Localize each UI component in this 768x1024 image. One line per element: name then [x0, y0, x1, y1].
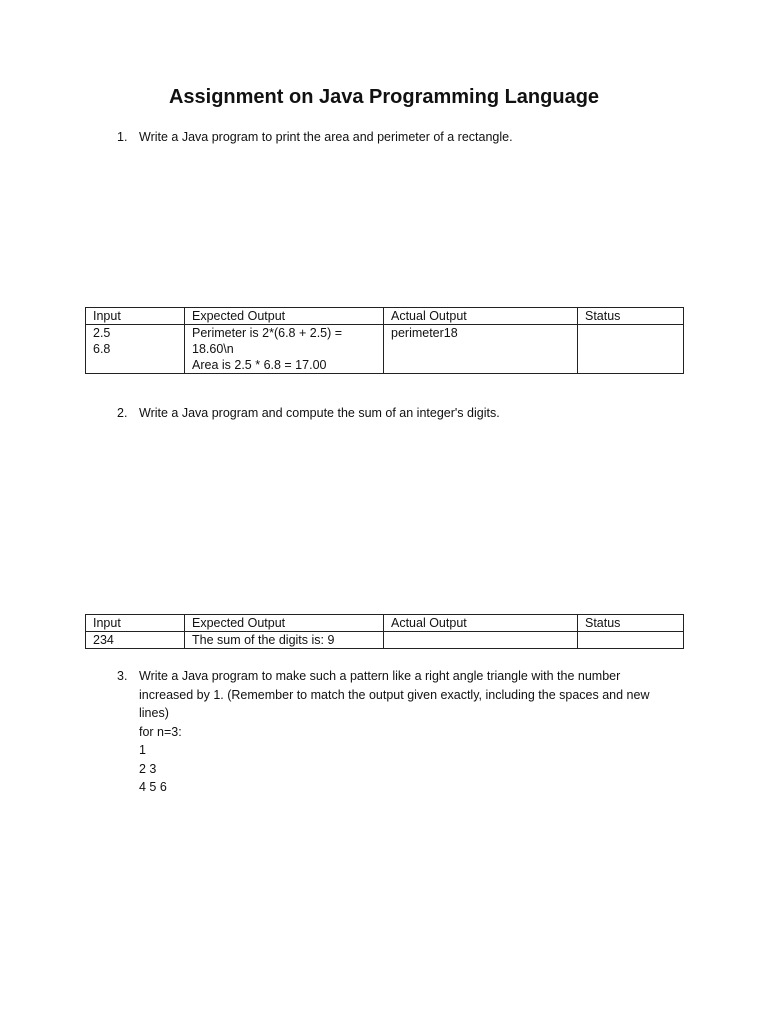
- cell-expected-output: [185, 325, 384, 374]
- cell-line: 234: [93, 633, 114, 647]
- question-text: Write a Java program and compute the sum of an integer's digits.: [139, 406, 500, 420]
- cell-actual-output: [384, 632, 578, 649]
- sample-output-line: 4 5 6: [139, 780, 167, 794]
- header-expected-output: Expected Output: [185, 308, 384, 325]
- cell-line: [391, 632, 570, 648]
- question-number: 3.: [117, 669, 128, 683]
- table-header-row: [86, 615, 684, 632]
- cell-line: perimeter18: [391, 326, 458, 340]
- cell-status: [578, 325, 684, 374]
- document-title: Assignment on Java Programming Language: [168, 86, 600, 108]
- cell-expected-output: [185, 632, 384, 649]
- header-input: Input: [86, 615, 185, 632]
- cell-line: 6.8: [93, 342, 111, 356]
- header-status: Status: [578, 615, 684, 632]
- header-actual-output: Actual Output: [384, 615, 578, 632]
- question-1: [117, 128, 677, 147]
- header-actual-output: Actual Output: [384, 308, 578, 325]
- sample-input: for n=3:: [139, 724, 182, 739]
- cell-status: [578, 632, 684, 649]
- table-header-row: [86, 308, 684, 325]
- table-row: [86, 325, 684, 374]
- test-case-table-2: [85, 614, 684, 649]
- cell-input: [86, 632, 185, 649]
- question-text: increased by 1. (Remember to match the output given exactly, including the spaces and new: [139, 687, 650, 702]
- header-input: Input: [86, 308, 185, 325]
- cell-line: The sum of the digits is: 9: [192, 633, 335, 647]
- cell-line: 18.60\n: [192, 342, 234, 356]
- cell-line: 2.5: [93, 326, 111, 340]
- sample-output-line: 2 3: [139, 761, 157, 776]
- header-status: Status: [578, 308, 684, 325]
- cell-line: Area is 2.5 * 6.8 = 17.00: [192, 358, 327, 372]
- test-case-table-1: [85, 307, 684, 374]
- question-3: [117, 667, 677, 797]
- table-row: [86, 632, 684, 649]
- question-text: Write a Java program to make such a pattern like a right angle triangle with the number: [139, 669, 621, 683]
- question-text: lines): [139, 706, 169, 720]
- cell-input: [86, 325, 185, 374]
- cell-actual-output: [384, 325, 578, 374]
- cell-line: Perimeter is 2*(6.8 + 2.5) =: [192, 326, 343, 340]
- question-2: [117, 404, 677, 423]
- question-number: 1.: [117, 130, 128, 144]
- header-expected-output: Expected Output: [185, 615, 384, 632]
- question-number: 2.: [117, 406, 128, 420]
- sample-output-line: 1: [139, 743, 146, 757]
- question-text: Write a Java program to print the area and perimeter of a rectangle.: [139, 130, 513, 144]
